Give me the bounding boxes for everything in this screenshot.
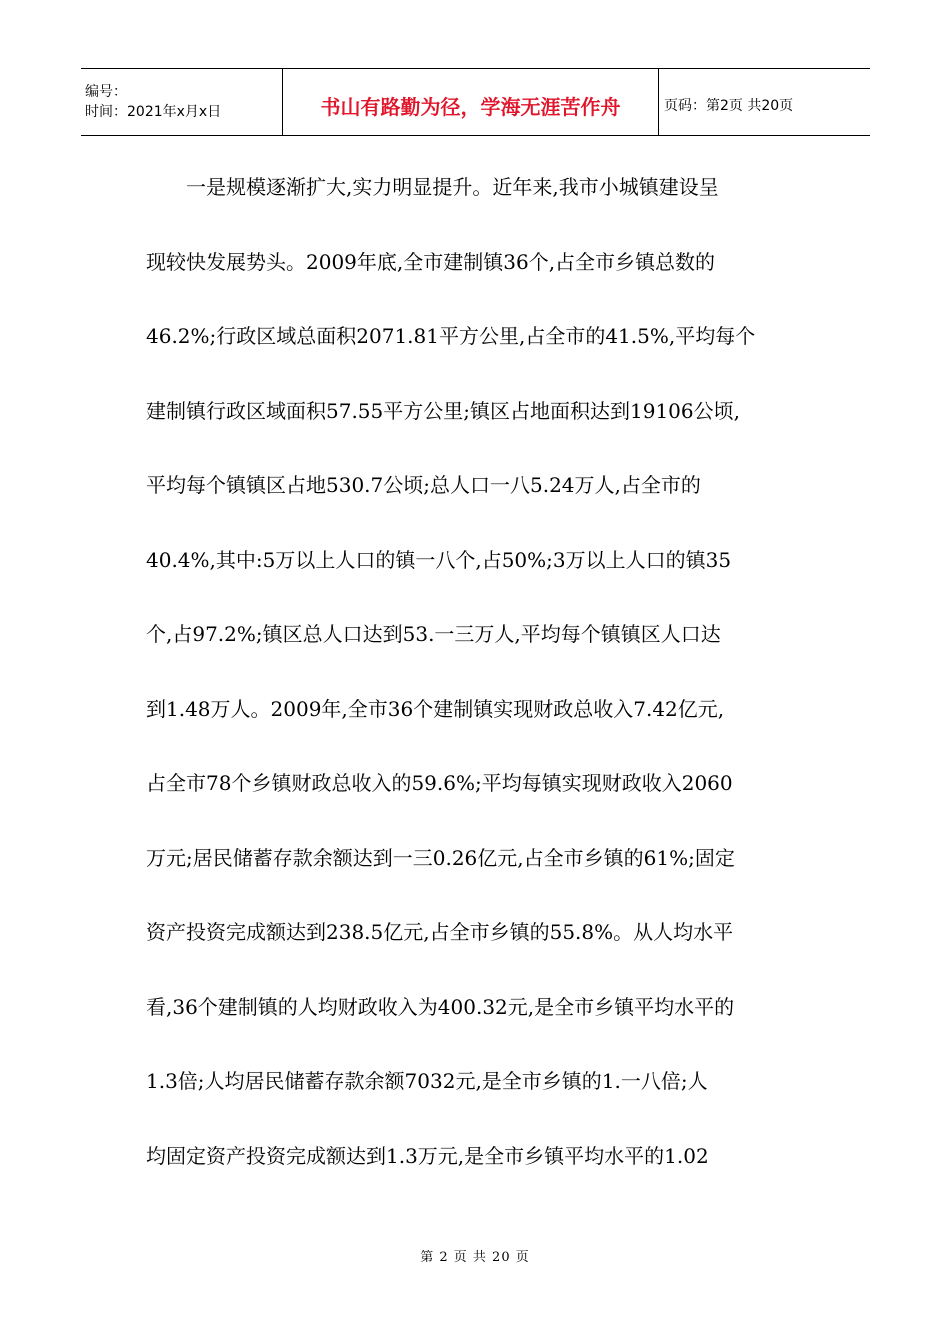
text-line: 均固定资产投资完成额达到1.3万元,是全市乡镇平均水平的1.02 [146,1143,709,1168]
header-table [81,68,870,136]
page-info: 页码：第2页 共20页 [664,98,794,114]
header-motto-cell [283,69,659,135]
text-line: 46.2%;行政区域总面积2071.81平方公里,占全市的41.5%,平均每个 [146,324,756,348]
text-line: 建制镇行政区域面积57.55平方公里;镇区占地面积达到19106公顷, [146,398,740,423]
text-line: 1.3倍;人均居民储蓄存款余额7032元,是全市乡镇的1.一八倍;人 [146,1069,708,1093]
text-line: 现较快发展势头。2009年底,全市建制镇36个,占全市乡镇总数的 [146,249,716,274]
text-line: 到1.48万人。2009年,全市36个建制镇实现财政总收入7.42亿元, [146,696,725,721]
text-line: 平均每个镇镇区占地530.7公顷;总人口一八5.24万人,占全市的 [146,473,701,497]
time-label: 时间：2021年x月x日 [85,104,222,120]
motto: 书山有路勤为径，学海无涯苦作舟 [320,94,621,119]
text-line: 看,36个建制镇的人均财政收入为400.32元,是全市乡镇平均水平的 [146,994,735,1019]
header-page-cell [659,69,870,135]
text-line: 40.4%,其中:5万以上人口的镇一八个,占50%;3万以上人口的镇35 [146,547,732,572]
serial-label: 编号： [85,84,127,100]
text-line: 占全市78个乡镇财政总收入的59.6%;平均每镇实现财政收入2060 [146,771,733,795]
header-meta [81,69,283,135]
text-line: 万元;居民储蓄存款余额达到一三0.26亿元,占全市乡镇的61%;固定 [146,845,735,870]
text-line: 一是规模逐渐扩大,实力明显提升。近年来,我市小城镇建设呈 [186,175,719,199]
text-line: 个,占97.2%;镇区总人口达到53.一三万人,平均每个镇镇区人口达 [146,622,721,646]
body-text [146,160,810,1203]
text-line: 资产投资完成额达到238.5亿元,占全市乡镇的55.8%。从人均水平 [146,920,734,944]
page-footer: 第 2 页 共 20 页 [420,1250,530,1265]
